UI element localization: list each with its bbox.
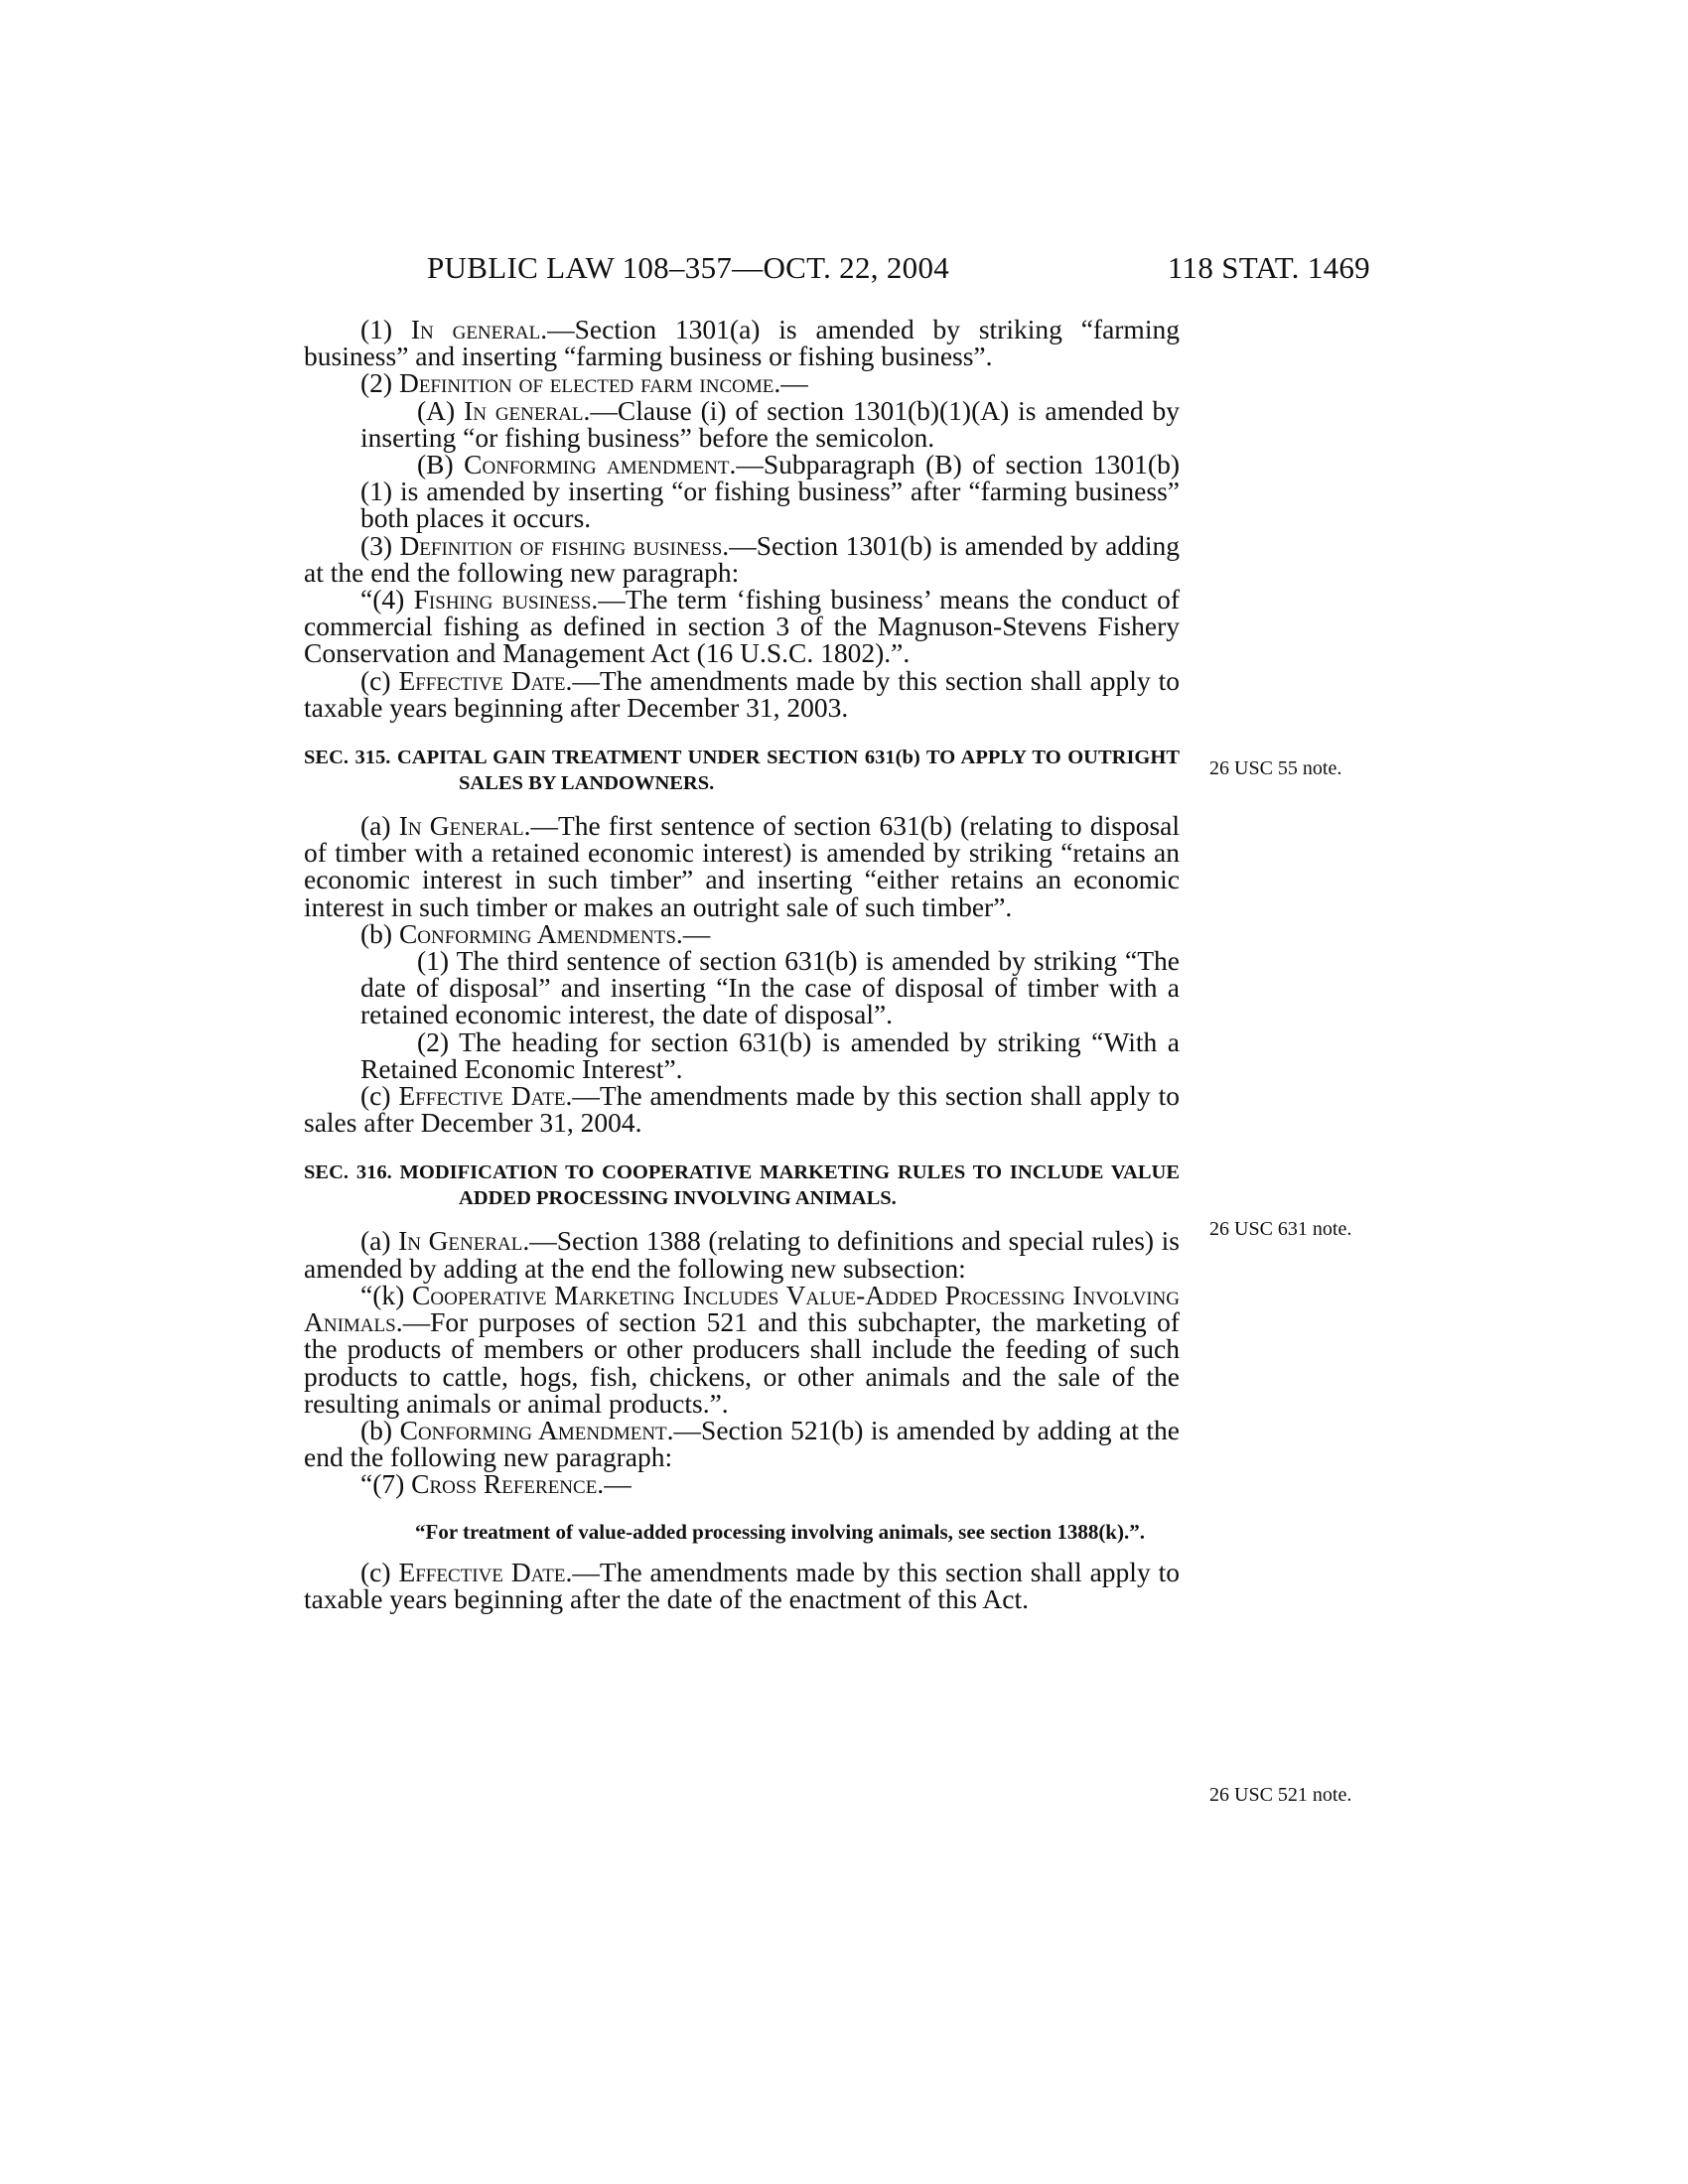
paragraph: “(k) Cooperative Marketing Includes Value-Added Processing Involving Animals.—For purposes of section 521 and this subchapter, the marketing of the products of members or other producers shall include the feeding of such products to cattle, hogs, fish, chickens, or other animals and the sale of the resulting animals or animal products.”.	[304, 1279, 1180, 1419]
margin-note: 26 USC 55 note.	[1209, 757, 1342, 779]
body-text	[304, 316, 1180, 1612]
paragraph: (1) The third sentence of section 631(b) is amended by striking “The date of disposal” and inserting “In the case of disposal of timber with a retained economic interest, the date of disposal”.	[360, 945, 1180, 1030]
paragraph: (b) Conforming Amendments.—	[360, 917, 711, 949]
paragraph: “(4) Fishing business.—The term ‘fishing business’ means the conduct of commercial fishing as defined in section 3 of the Magnuson-Stevens Fishery Conservation and Management Act (16 U.S.C. 1802).”.	[304, 584, 1181, 669]
paragraph: (B) Conforming amendment.—Subparagraph (B) of section 1301(b)(1) is amended by inserting “or fishing business” after “farming business” both places it occurs.	[360, 449, 1180, 534]
margin-note: 26 USC 521 note.	[1209, 1784, 1352, 1806]
paragraph: (3) Definition of fishing business.—Section 1301(b) is amended by adding at the end the following new paragraph:	[304, 529, 1181, 588]
page-number: 118 STAT. 1469	[1167, 250, 1370, 285]
margin-note: 26 USC 631 note.	[1209, 1218, 1352, 1240]
section-heading: SEC. 315. CAPITAL GAIN TREATMENT UNDER SECTION 631(b) TO APPLY TO OUTRIGHT SALES BY LANDOWNERS.	[304, 747, 1180, 795]
paragraph: (a) In General.—Section 1388 (relating to definitions and special rules) is amended by adding at the end the following new subsection:	[304, 1225, 1180, 1284]
paragraph: (a) In General.—The first sentence of section 631(b) (relating to disposal of timber with a retained economic interest) is amended by striking “retains an economic interest in such timber” and inserting “either retains an economic interest in such timber or makes an outright sale of such timber”.	[304, 810, 1181, 922]
paragraph: (c) Effective Date.—The amendments made by this section shall apply to taxable years beginning after the date of the enactment of this Act.	[304, 1556, 1180, 1614]
paragraph: (2) Definition of elected farm income.—	[360, 367, 808, 399]
cross-reference: “For treatment of value-added processing involving animals, see section 1388(k).”.	[415, 1519, 1145, 1544]
header-title: PUBLIC LAW 108–357—OCT. 22, 2004	[427, 250, 950, 285]
paragraph: (1) In general.—Section 1301(a) is amended by striking “farming business” and inserting “farming business or fishing business”.	[304, 314, 1180, 372]
section-heading: SEC. 316. MODIFICATION TO COOPERATIVE MARKETING RULES TO INCLUDE VALUE ADDED PROCESSING INVOLVING ANIMALS.	[304, 1161, 1180, 1210]
paragraph: (b) Conforming Amendment.—Section 521(b) is amended by adding at the end the following new paragraph:	[304, 1414, 1180, 1473]
paragraph: “(7) Cross Reference.—	[360, 1468, 632, 1500]
paragraph: (c) Effective Date.—The amendments made by this section shall apply to taxable years beginning after December 31, 2003.	[304, 664, 1180, 723]
paragraph: (A) In general.—Clause (i) of section 1301(b)(1)(A) is amended by inserting “or fishing business” before the semicolon.	[360, 394, 1180, 453]
running-header	[427, 250, 1370, 290]
paragraph: (c) Effective Date.—The amendments made by this section shall apply to sales after December 31, 2004.	[304, 1080, 1180, 1139]
paragraph: (2) The heading for section 631(b) is amended by striking “With a Retained Economic Interest”.	[360, 1025, 1180, 1084]
